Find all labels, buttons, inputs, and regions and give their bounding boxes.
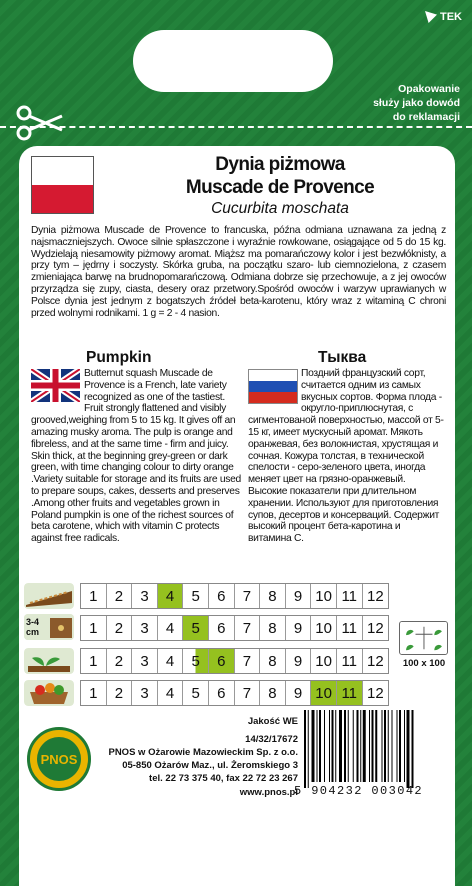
quality-label: Jakość WE [247,716,298,727]
english-text: Butternut squash Muscade de Provence is a French, late variety recognized as one of the tastiest. Fruit strongly flattened and visibly grooved,weighing from 5 to 15 kg. It gives off an amazing musky aroma. The pulp is orange and fibreless, and at the same time - firm and juicy. Skin thick, at the beginning grey-green or dark green, with time changing colour to dirty orange .Variety suitable for storage and its fruits are used to prepare soups, cakes, desserts and preserves .Among other fruits and vegetables grown in Poland pumpkin is one of the richest sources of beta carotene, which with vitamin C protects against free radicals. [31,368,241,545]
receipt-line-3: do reklamacji [392,111,460,123]
month-cell: 6 [209,584,235,608]
month-cell: 4 [158,649,184,673]
month-cell: 5 [183,681,209,705]
hang-hole [133,30,333,92]
month-cell: 4 [158,681,184,705]
plant-spacing-icon [399,621,448,655]
cut-line [0,126,472,128]
pnos-logo-text: PNOS [37,737,81,781]
month-cell: 7 [235,649,261,673]
title-latin: Cucurbita moschata [211,200,349,217]
month-cell: 11 [337,584,363,608]
description-russian [248,368,446,545]
month-cell: 5 [183,584,209,608]
month-cell: 4 [158,616,184,640]
month-cell: 1 [81,616,107,640]
sowing-depth-label: 3-4 cm [26,617,40,637]
russian-title: Тыква [318,349,367,366]
month-cell: 8 [260,584,286,608]
month-cell: 2 [107,681,133,705]
month-cell: 3 [132,649,158,673]
month-cell: 12 [366,619,384,637]
month-cell: 5 [183,649,209,673]
company-name: PNOS w Ożarowie Mazowieckim Sp. z o.o. [108,747,298,758]
pnos-logo [27,727,91,791]
month-cell: 3 [132,584,158,608]
month-cell: 9 [286,649,312,673]
seedbed-sowing-icon [24,583,74,609]
month-cell: 12 [366,652,384,670]
month-cell: 1 [81,681,107,705]
english-title: Pumpkin [86,349,152,366]
company-website: www.pnos.pl [239,787,298,798]
month-cell: 6 [209,681,235,705]
harvest-basket-icon [24,680,74,706]
month-cell: 11 [337,681,363,705]
tek-badge [425,11,462,23]
month-cell: 10 [311,584,337,608]
month-cell: 11 [337,616,363,640]
month-cell: 1 [81,649,107,673]
month-cell: 10 [311,681,337,705]
company-address: 05-850 Ożarów Maz., ul. Żeromskiego 3 [122,760,298,771]
title-french: Muscade de Provence [185,177,375,198]
month-cell: 8 [260,649,286,673]
month-cell: 1 [81,584,107,608]
description-polish: Dynia piżmowa Muscade de Provence to francuska, późna odmiana uznawana za jedną z najsmaczniejszych. Owoce silnie spłaszczone i wyraźnie rowkowane, osiągające od 5 do 15 kg. Wydzielają niesamowity piżmowy aromat. Miąższ ma pomarańczowy kolor i jest bezwłóknisty, a przy tym – jędrny i soczysty. Skórka gruba, na początku szaro- lub ciemnozielona, z czasem zmieniająca barwę na brudnopomarańczową. Odmiana dobrze się przechowuje, a z jej owoców przyrządza się zupy, ciasta, desery oraz przetwory.Spośród owoców i warzyw uprawianych w Polsce dynia jest jednym z bogatszych źródeł beta-karotenu, który wraz z witaminą C chroni przed wolnymi rodnikami. 1 g = 2 - 4 nasion. [31,225,446,319]
month-cell: 2 [107,616,133,640]
planting-seedling-icon [24,648,74,674]
polish-flag-icon [31,156,94,214]
tek-label: TEK [440,11,462,23]
month-cell: 10 [311,616,337,640]
month-cell: 2 [107,649,133,673]
scissors-icon [16,103,66,143]
month-cell: 7 [235,584,261,608]
month-cell: 9 [286,616,312,640]
month-cell: 4 [158,584,184,608]
russian-text: Поздний французский сорт, считается одним из самых вкусных сортов. Форма плода - округло-приплюснутая, с сигментованой поверхностью, массой от 5-15 кг, имеет мускусный аромат. Мякоть оранжевая, без волокнистая, хрустящая и сочная. Кожура толстая, в технической спелости - серо-зеленого цвета, иногда меняет цвет на грязно-оранжевый. Высокие показатели при длительном хранении. Используют для приготовления супов, десертов и консерваций. Содержит высокий процент бета-каротина и витамина C. [248,368,444,545]
month-cell: 10 [311,649,337,673]
receipt-line-1: Opakowanie [398,83,460,95]
title-polish: Dynia piżmowa [215,154,345,175]
description-english [31,368,242,545]
month-cell: 2 [107,584,133,608]
month-cell: 9 [286,584,312,608]
plant-spacing-label: 100 x 100 [402,658,446,669]
month-cell: 6 [209,649,235,673]
lot-number: 14/32/17672 [245,734,298,745]
receipt-line-2: służy jako dowód [373,97,460,109]
barcode [300,710,445,788]
barcode-digits: 5 904232 003042 [294,784,424,798]
calendar-row-sowing [80,615,389,641]
company-phone: tel. 22 73 375 40, fax 22 72 23 267 [149,773,298,784]
month-cell: 5 [183,616,209,640]
month-cell: 7 [235,616,261,640]
month-cell: 11 [337,649,363,673]
month-cell: 6 [209,616,235,640]
receipt-note [330,82,460,124]
month-cell: 3 [132,681,158,705]
month-cell: 12 [366,587,384,605]
month-cell: 3 [132,616,158,640]
calendar-row-planting [80,648,389,674]
month-cell: 8 [260,616,286,640]
calendar-row-seedbed [80,583,389,609]
calendar-row-harvest [80,680,389,706]
month-cell: 8 [260,681,286,705]
month-cell: 9 [286,681,312,705]
tek-logo-icon [425,11,437,23]
sowing-depth-icon [24,614,74,640]
month-cell: 7 [235,681,261,705]
month-cell: 12 [366,684,384,702]
